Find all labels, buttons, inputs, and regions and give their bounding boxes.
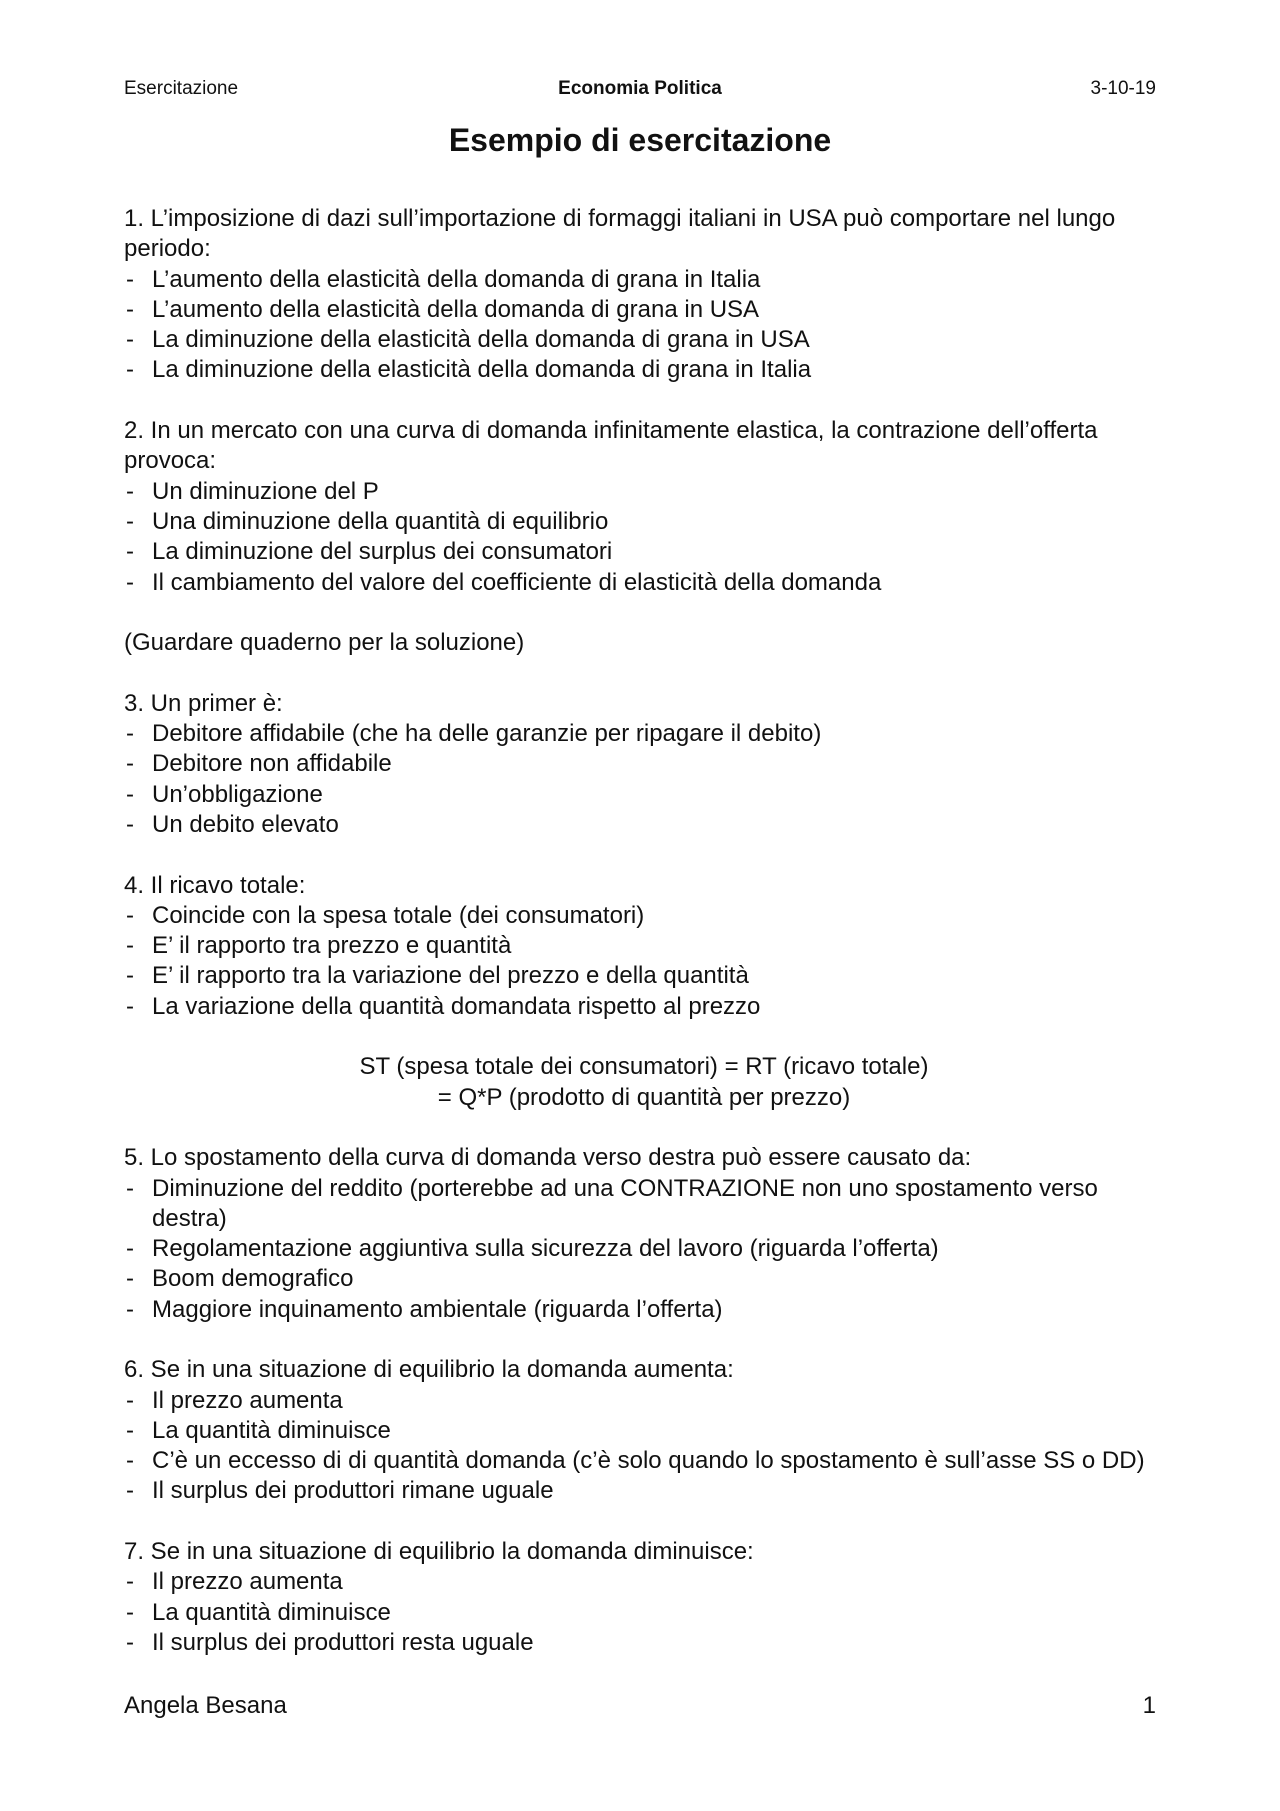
- option-list: [124, 901, 1164, 1022]
- option-item: - Il prezzo aumenta: [124, 1386, 1164, 1416]
- question-6: [124, 1355, 1164, 1506]
- option-item: - Il prezzo aumenta: [124, 1567, 1164, 1597]
- question-text: 1. L’imposizione di dazi sull’importazione di formaggi italiani in USA può comportare nel lungo periodo:: [124, 205, 1116, 263]
- document-body: [124, 204, 1164, 1689]
- option-item: - La diminuzione della elasticità della domanda di grana in USA: [124, 325, 1164, 355]
- header-left: Esercitazione: [124, 78, 239, 99]
- option-item: - L’aumento della elasticità della domanda di grana in USA: [124, 295, 1164, 325]
- question-7: [124, 1537, 1164, 1658]
- option-item: - Debitore affidabile (che ha delle garanzie per ripagare il debito): [124, 719, 1164, 749]
- formula-line-1: ST (spesa totale dei consumatori) = RT (ricavo totale): [359, 1053, 929, 1081]
- question-text: 7. Se in una situazione di equilibrio la domanda diminuisce:: [124, 1538, 754, 1566]
- option-item: - Un’obbligazione: [124, 780, 1164, 810]
- option-list: [124, 1386, 1164, 1507]
- question-4: [124, 871, 1164, 1022]
- option-item: - Regolamentazione aggiuntiva sulla sicurezza del lavoro (riguarda l’offerta): [124, 1234, 1164, 1264]
- option-item: - E’ il rapporto tra prezzo e quantità: [124, 931, 1164, 961]
- option-item: - La diminuzione del surplus dei consumatori: [124, 537, 1164, 567]
- page-header: [124, 78, 1156, 104]
- question-text: 6. Se in una situazione di equilibrio la domanda aumenta:: [124, 1356, 734, 1384]
- page-title: Esempio di esercitazione: [448, 122, 832, 158]
- question-text: 5. Lo spostamento della curva di domanda verso destra può essere causato da:: [124, 1144, 972, 1172]
- option-item: - Un debito elevato: [124, 810, 1164, 840]
- header-date: 3-10-19: [1090, 78, 1156, 99]
- option-list: [124, 1567, 1164, 1658]
- option-list: [124, 477, 1164, 598]
- option-list: [124, 1174, 1164, 1325]
- option-item: - Il surplus dei produttori rimane uguale: [124, 1476, 1164, 1506]
- page-number: 1: [1142, 1692, 1156, 1719]
- option-item: - Il cambiamento del valore del coefficiente di elasticità della domanda: [124, 568, 1164, 598]
- formula-block: [124, 1052, 1164, 1113]
- question-text: 3. Un primer è:: [124, 689, 283, 717]
- question-3: [124, 689, 1164, 840]
- question-text: 4. Il ricavo totale:: [124, 871, 306, 899]
- option-list: [124, 265, 1164, 386]
- solution-note-block: [124, 628, 1164, 658]
- question-text: 2. In un mercato con una curva di domanda infinitamente elastica, la contrazione dell’offerta provoca:: [124, 417, 1098, 475]
- footer-author: Angela Besana: [124, 1692, 287, 1719]
- option-item: - Una diminuzione della quantità di equilibrio: [124, 507, 1164, 537]
- question-5: [124, 1143, 1164, 1325]
- option-item: - Il surplus dei produttori resta uguale: [124, 1628, 1164, 1658]
- option-item: - L’aumento della elasticità della domanda di grana in Italia: [124, 265, 1164, 295]
- solution-note: (Guardare quaderno per la soluzione): [124, 629, 525, 657]
- option-item: - Diminuzione del reddito (porterebbe ad una CONTRAZIONE non uno spostamento verso destra): [124, 1174, 1164, 1235]
- option-item: - La quantità diminuisce: [124, 1598, 1164, 1628]
- option-item: - La quantità diminuisce: [124, 1416, 1164, 1446]
- option-item: - Un diminuzione del P: [124, 477, 1164, 507]
- option-item: - Maggiore inquinamento ambientale (riguarda l’offerta): [124, 1295, 1164, 1325]
- option-item: - La diminuzione della elasticità della domanda di grana in Italia: [124, 355, 1164, 385]
- option-item: - E’ il rapporto tra la variazione del prezzo e della quantità: [124, 961, 1164, 991]
- option-item: - C’è un eccesso di di quantità domanda (c’è solo quando lo spostamento è sull’asse SS o DD): [124, 1446, 1164, 1476]
- option-list: [124, 719, 1164, 840]
- formula-line-2: = Q*P (prodotto di quantità per prezzo): [437, 1083, 851, 1111]
- question-2: [124, 416, 1164, 598]
- option-item: - Coincide con la spesa totale (dei consumatori): [124, 901, 1164, 931]
- option-item: - Debitore non affidabile: [124, 749, 1164, 779]
- option-item: - La variazione della quantità domandata rispetto al prezzo: [124, 992, 1164, 1022]
- option-item: - Boom demografico: [124, 1264, 1164, 1294]
- header-course: Economia Politica: [558, 78, 722, 99]
- question-1: [124, 204, 1164, 386]
- page-footer: [124, 1692, 1156, 1724]
